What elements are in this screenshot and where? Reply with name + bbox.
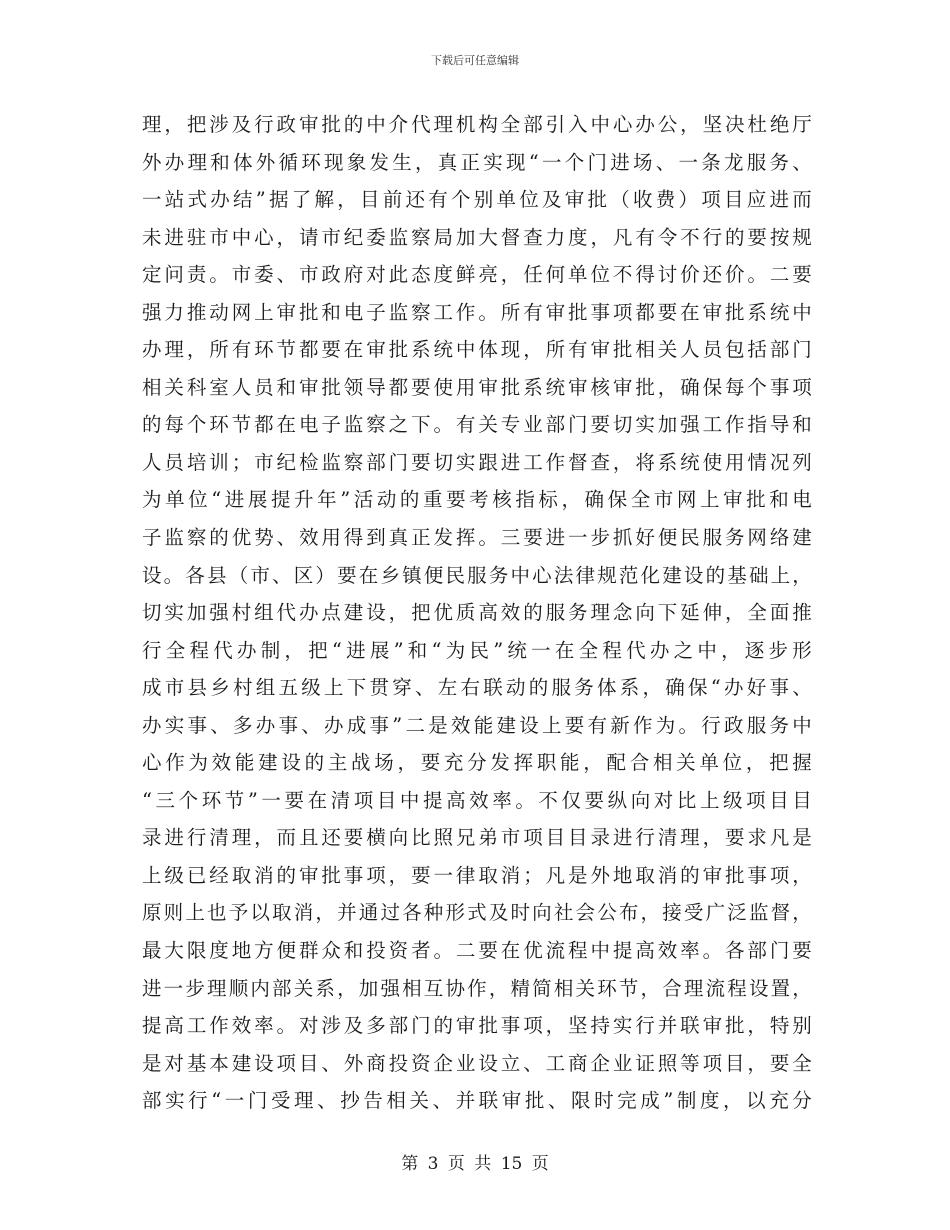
text-line-17: 办实事、多办事、办成事”二是效能建设上要有新作为。行政服务中: [142, 713, 812, 737]
text-line-13: 设。各县（市、区）要在乡镇便民服务中心法律规范化建设的基础上，: [142, 563, 812, 587]
text-line-22: 原则上也予以取消，并通过各种形式及时向社会公布，接受广泛监督，: [142, 901, 812, 925]
document-body: [142, 106, 812, 1120]
text-line-3: 一站式办结”据了解，目前还有个别单位及审批（收费）项目应进而: [142, 188, 812, 212]
text-line-12: 子监察的优势、效用得到真正发挥。三要进一步抓好便民服务网络建: [142, 526, 812, 550]
text-line-5: 定问责。市委、市政府对此态度鲜亮，任何单位不得讨价还价。二要: [142, 263, 812, 287]
page-number-footer: 第 3 页 共 15 页: [401, 1154, 549, 1174]
text-line-20: 录进行清理，而且还要横向比照兄弟市项目目录进行清理，要求凡是: [142, 826, 812, 850]
text-line-24: 进一步理顺内部关系，加强相互协作，精简相关环节，合理流程设置，: [142, 976, 812, 1000]
text-line-14: 切实加强村组代办点建设，把优质高效的服务理念向下延伸，全面推: [142, 601, 812, 625]
text-line-6: 强力推动网上审批和电子监察工作。所有审批事项都要在审批系统中: [142, 300, 812, 324]
text-line-11: 为单位“进展提升年”活动的重要考核指标，确保全市网上审批和电: [142, 488, 812, 512]
page-header: 下载后可任意编辑: [431, 54, 519, 67]
text-line-19: “三个环节”一要在清项目中提高效率。不仅要纵向对比上级项目目: [142, 788, 812, 812]
text-line-25: 提高工作效率。对涉及多部门的审批事项，坚持实行并联审批，特别: [142, 1014, 812, 1038]
text-line-1: 理，把涉及行政审批的中介代理机构全部引入中心办公，坚决杜绝厅: [142, 113, 812, 136]
text-line-7: 办理，所有环节都要在审批系统中体现，所有审批相关人员包括部门: [142, 338, 812, 362]
text-line-18: 心作为效能建设的主战场，要充分发挥职能，配合相关单位，把握: [142, 751, 812, 775]
text-line-4: 未进驻市中心，请市纪委监察局加大督查力度，凡有令不行的要按规: [142, 225, 812, 249]
text-line-15: 行全程代办制，把“进展”和“为民”统一在全程代办之中，逐步形: [142, 638, 812, 662]
text-line-16: 成市县乡村组五级上下贯穿、左右联动的服务体系，确保“办好事、: [142, 676, 812, 700]
text-line-27: 部实行“一门受理、抄告相关、并联审批、限时完成”制度，以充分: [142, 1089, 812, 1113]
text-line-21: 上级已经取消的审批事项，要一律取消；凡是外地取消的审批事项，: [142, 863, 812, 887]
text-line-26: 是对基本建设项目、外商投资企业设立、工商企业证照等项目，要全: [142, 1051, 812, 1075]
text-line-10: 人员培训；市纪检监察部门要切实跟进工作督查，将系统使用情况列: [142, 450, 812, 474]
text-line-23: 最大限度地方便群众和投资者。二要在优流程中提高效率。各部门要: [142, 939, 812, 963]
text-line-2: 外办理和体外循环现象发生，真正实现“一个门进场、一条龙服务、: [142, 150, 812, 174]
text-line-8: 相关科室人员和审批领导都要使用审批系统审核审批，确保每个事项: [142, 375, 812, 399]
text-line-9: 的每个环节都在电子监察之下。有关专业部门要切实加强工作指导和: [142, 413, 812, 437]
